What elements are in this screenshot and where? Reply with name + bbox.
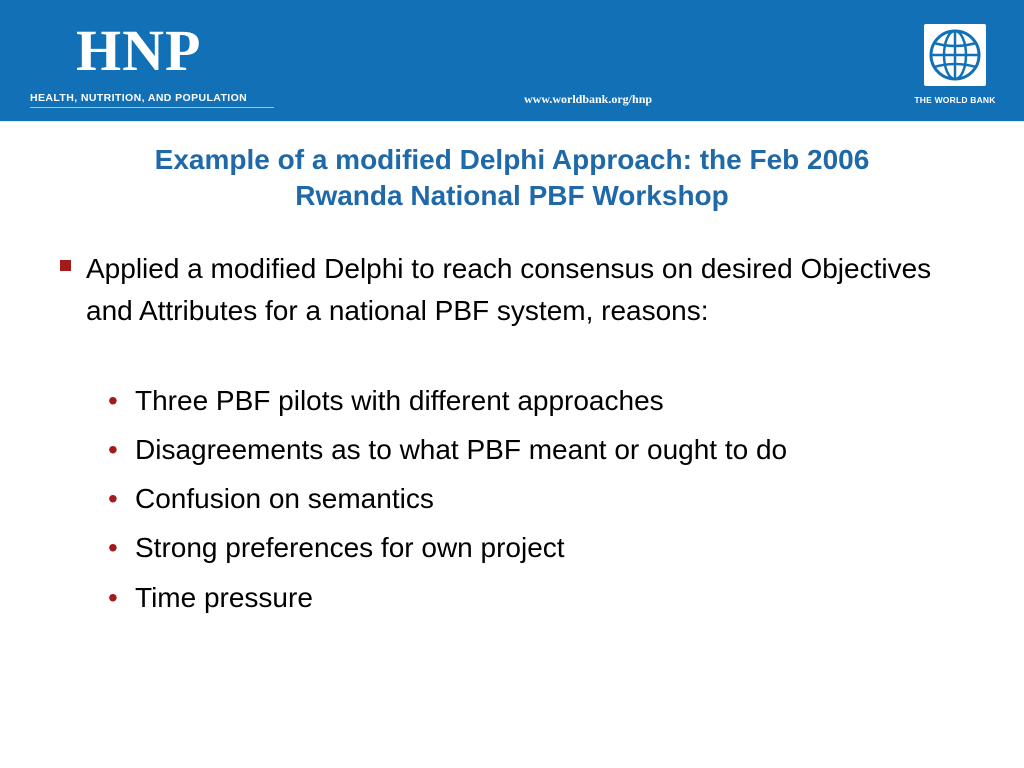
- header-banner: [0, 0, 1024, 118]
- sub-bullet-text: Time pressure: [135, 582, 313, 613]
- dot-bullet-icon: •: [108, 582, 118, 613]
- sub-bullet: [108, 528, 988, 568]
- sub-bullet: [108, 381, 988, 421]
- hnp-logo: HNP: [76, 18, 202, 83]
- dot-bullet-icon: •: [108, 434, 118, 465]
- dot-bullet-icon: •: [108, 385, 118, 416]
- sub-bullet-text: Three PBF pilots with different approaches: [135, 385, 664, 416]
- site-url: www.worldbank.org/hnp: [524, 92, 653, 106]
- hnp-tagline: HEALTH, NUTRITION, AND POPULATION: [30, 92, 248, 104]
- sub-bullet: [108, 479, 988, 519]
- world-bank-globe-icon: [924, 24, 986, 86]
- tagline-underline: [30, 107, 274, 108]
- square-bullet-icon: [60, 260, 71, 271]
- sub-bullet: [108, 430, 988, 470]
- header-divider-light: [0, 121, 1024, 122]
- title-line-1: Example of a modified Delphi Approach: the Feb 2006: [154, 144, 870, 175]
- sub-bullet-text: Disagreements as to what PBF meant or ought to do: [135, 434, 788, 465]
- sub-bullet-text: Confusion on semantics: [135, 483, 434, 514]
- slide-title: [40, 142, 984, 214]
- dot-bullet-icon: •: [108, 483, 118, 514]
- main-bullet-text: Applied a modified Delphi to reach consensus on desired Objectives and Attributes for a national PBF system, reasons:: [86, 253, 932, 326]
- sub-bullet-text: Strong preferences for own project: [135, 532, 565, 563]
- title-line-2: Rwanda National PBF Workshop: [295, 180, 729, 211]
- world-bank-label: THE WORLD BANK: [914, 95, 996, 105]
- dot-bullet-icon: •: [108, 532, 118, 563]
- sub-bullet: [108, 578, 988, 618]
